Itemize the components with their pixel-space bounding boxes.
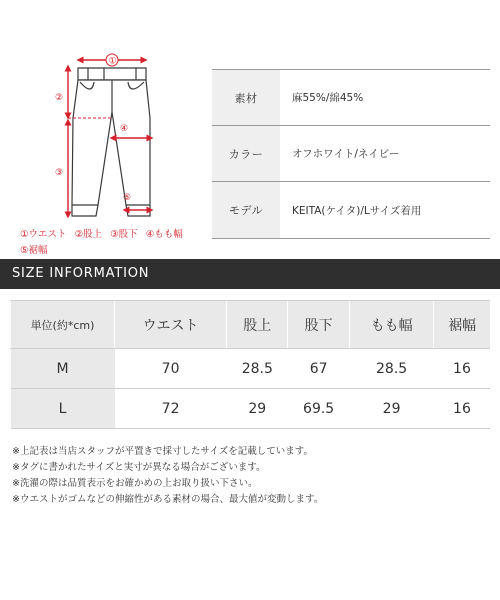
pants-measurement-diagram	[0, 0, 200, 262]
spec-label: 素材	[212, 70, 280, 125]
size-value: 16	[434, 349, 490, 389]
spec-row-model	[212, 182, 490, 239]
size-value: 72	[115, 389, 227, 429]
waist-number: ①	[108, 56, 117, 67]
spec-value: 麻55%/綿45%	[292, 92, 364, 104]
pants-illustration	[0, 0, 200, 230]
measurement-legend	[20, 226, 220, 240]
header-inseam: 股下	[288, 301, 349, 349]
size-value: 29	[349, 389, 434, 429]
inseam-number: ③	[55, 168, 64, 178]
legend-rise: ②股上	[74, 229, 103, 240]
note-line: ※洗濯の際は品質表示をお確かめの上お取り扱い下さい。	[12, 478, 258, 489]
legend-hem: ⑤裾幅	[20, 245, 48, 256]
size-label: L	[11, 389, 115, 429]
rise-number: ②	[55, 93, 64, 103]
legend-thigh: ④もも幅	[145, 229, 183, 240]
size-notes	[12, 444, 492, 508]
table-row	[11, 389, 491, 429]
size-information-header	[0, 259, 500, 289]
note-line: ※ウエストがゴムなどの伸縮性がある素材の場合、最大値が変動します。	[12, 494, 324, 505]
thigh-number: ④	[120, 124, 129, 134]
legend-inseam: ③股下	[110, 229, 138, 240]
size-information-title: SIZE INFORMATION	[12, 266, 150, 281]
note-line: ※タグに書かれたサイズと実寸が異なる場合がございます。	[12, 462, 266, 473]
hem-number: ⑤	[123, 193, 132, 203]
size-value: 70	[115, 349, 227, 389]
size-label: M	[11, 349, 115, 389]
header-thigh: もも幅	[349, 301, 434, 349]
size-value: 28.5	[349, 349, 434, 389]
spec-value: オフホワイト/ネイビー	[292, 148, 400, 160]
legend-waist: ①ウエスト	[20, 229, 67, 240]
header-hem: 裾幅	[434, 301, 490, 349]
size-table	[10, 300, 490, 429]
pants-outline	[72, 68, 150, 216]
size-value: 16	[434, 389, 490, 429]
note-line: ※上記表は当店スタッフが平置きで採寸したサイズを記載しています。	[12, 446, 313, 457]
unit-header: 単位(約*cm)	[11, 301, 115, 349]
size-value: 28.5	[227, 349, 288, 389]
spec-label: カラー	[212, 126, 280, 181]
measurement-legend-2	[20, 242, 220, 256]
size-table-header-row	[11, 301, 491, 349]
spec-row-material	[212, 70, 490, 126]
header-rise: 股上	[227, 301, 288, 349]
size-value: 29	[227, 389, 288, 429]
spec-label: モデル	[212, 182, 280, 238]
size-value: 69.5	[288, 389, 349, 429]
spec-row-color	[212, 126, 490, 182]
header-waist: ウエスト	[115, 301, 227, 349]
size-value: 67	[288, 349, 349, 389]
spec-value: KEITA(ケイタ)/Lサイズ着用	[292, 204, 422, 217]
product-spec-table	[212, 69, 490, 239]
table-row	[11, 349, 491, 389]
